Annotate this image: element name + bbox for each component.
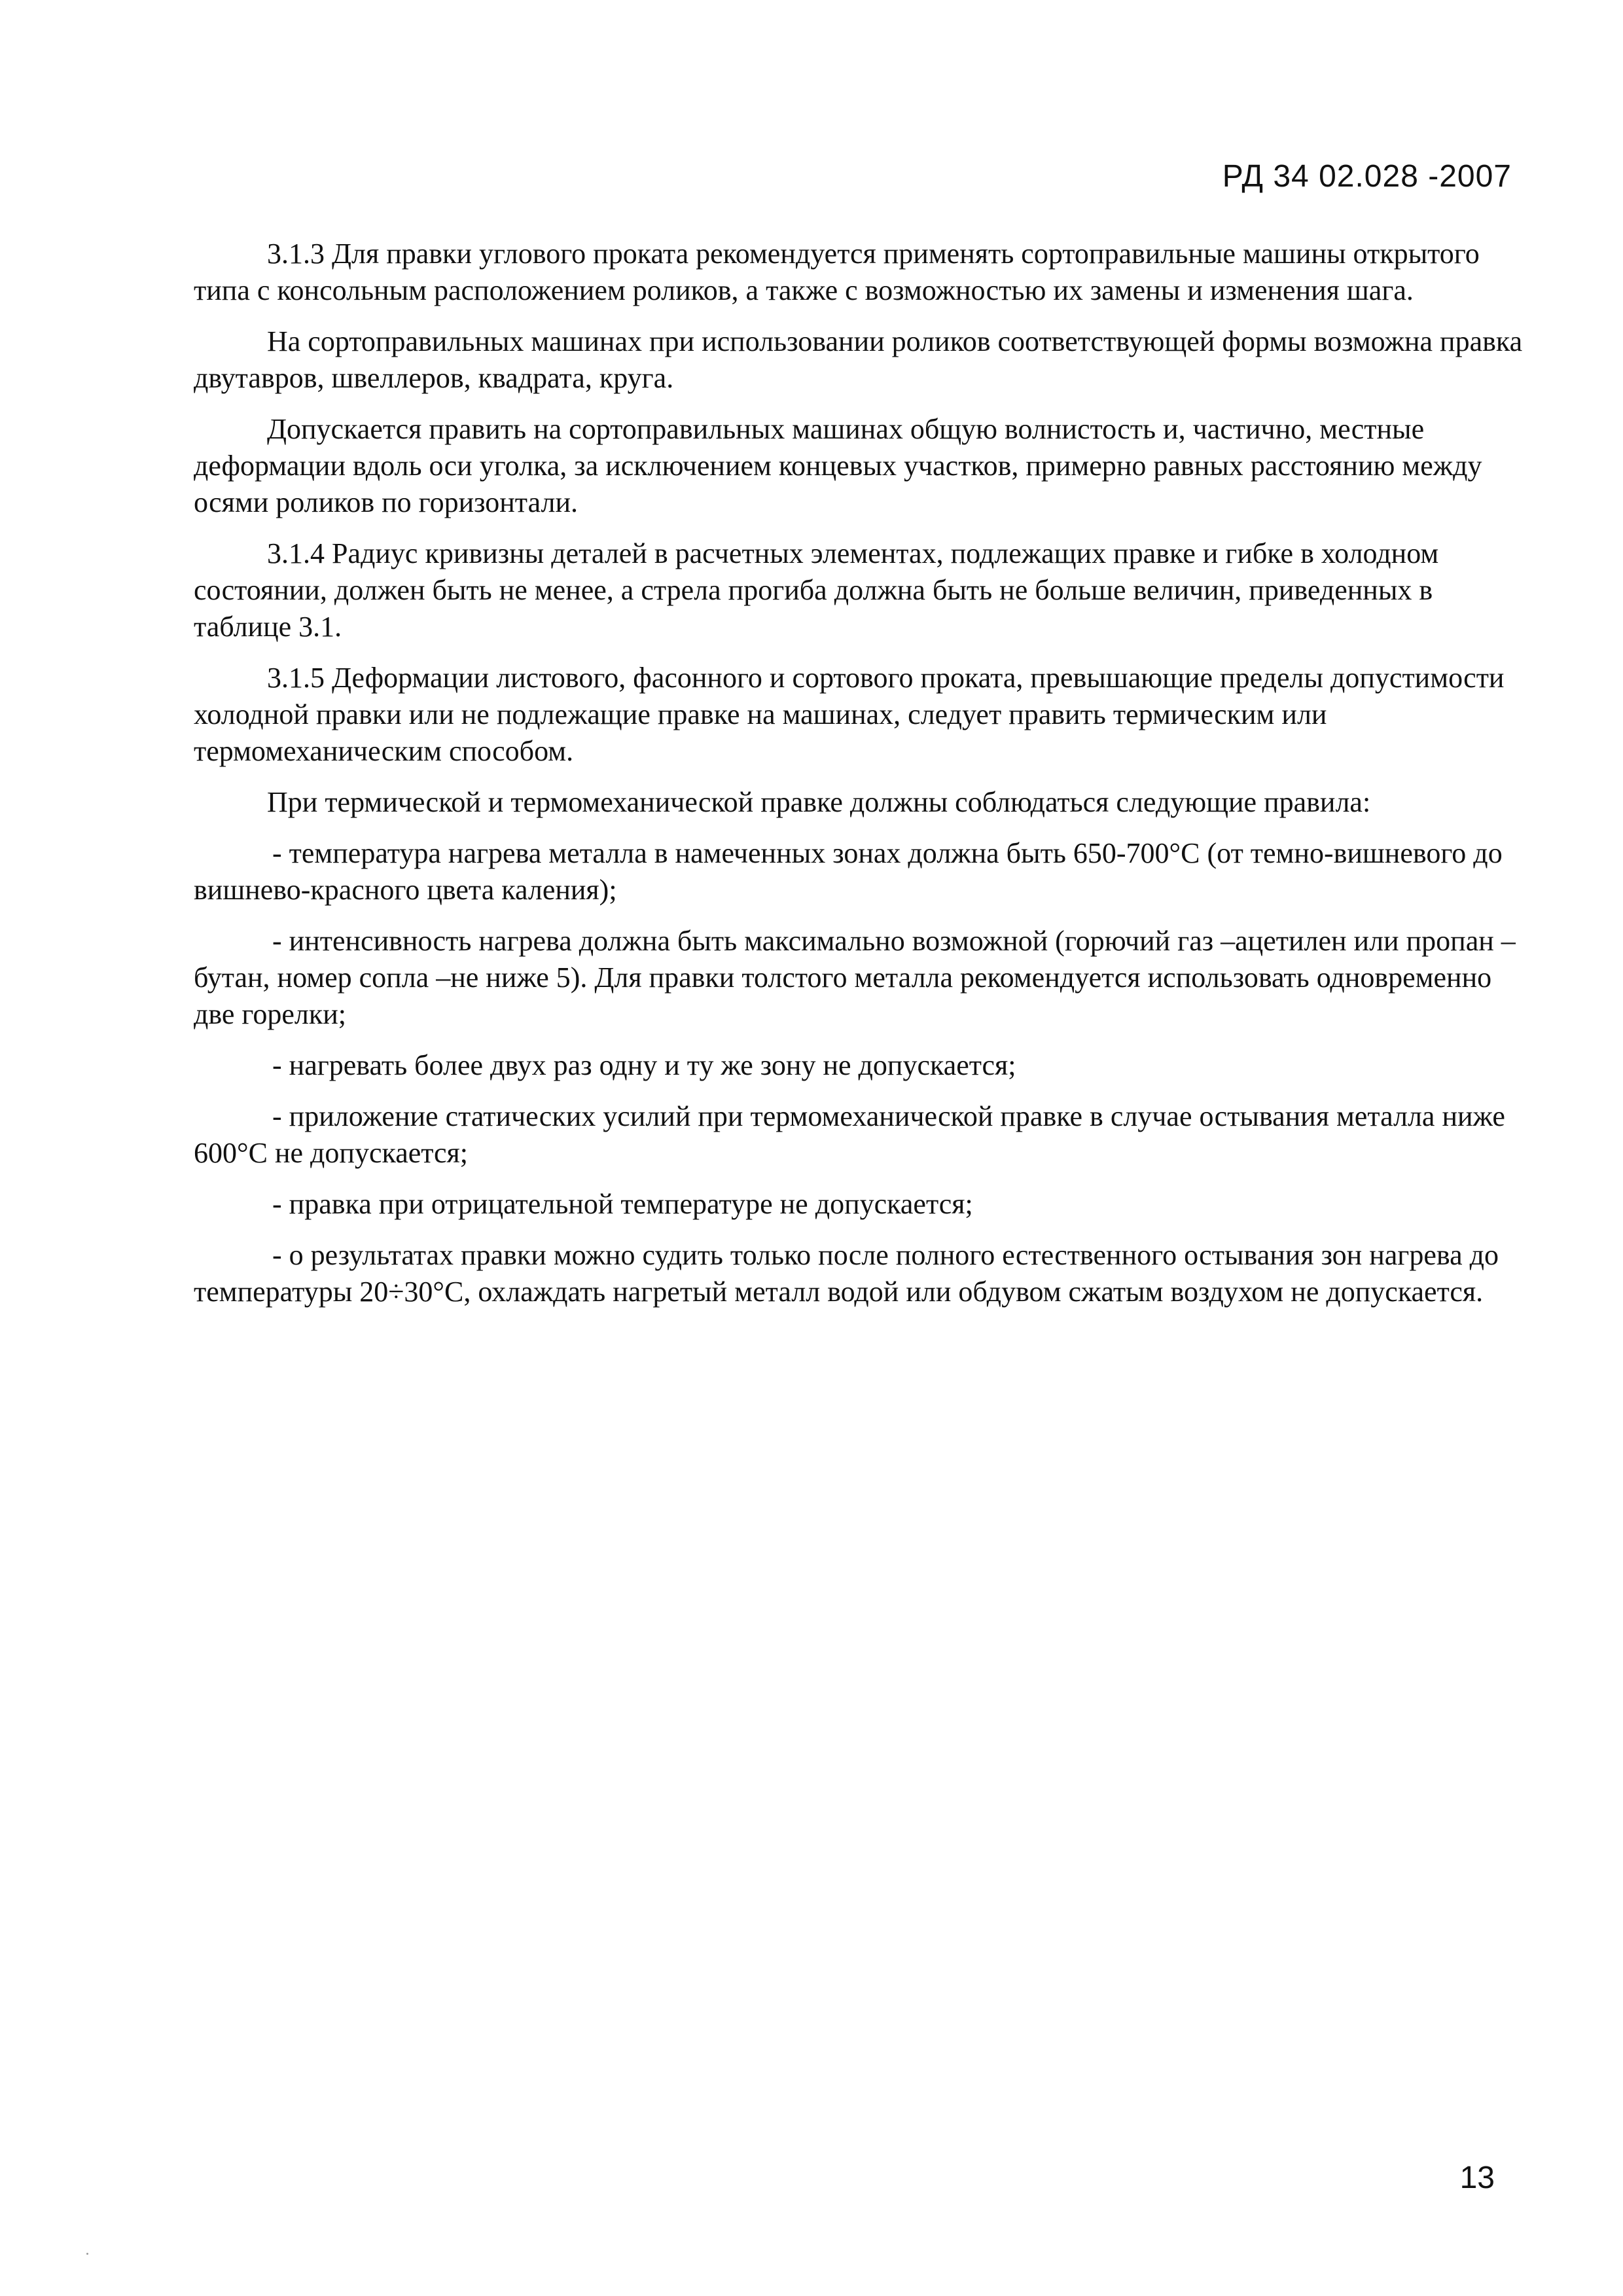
paragraph-allowed-corrections: Допускается править на сортоправильных машинах общую волнистость и, частично, местные деформации вдоль оси уголка, за исключением концевых участков, примерно равных расстоянию между осями роликов по горизонтали. xyxy=(194,413,1482,518)
rule-heating-intensity: - интенсивность нагрева должна быть максимально возможной (горючий газ –ацетилен или пропан –бутан, номер сопла –не ниже 5). Для правки толстого металла рекомендуется использовать одновременно две горелки; xyxy=(194,925,1516,1030)
paragraph-3-1-4: 3.1.4 Радиус кривизны деталей в расчетных элементах, подлежащих правке и гибке в холодном состоянии, должен быть не менее, а стрела прогиба должна быть не больше величин, приведенных в таблице 3.1. xyxy=(194,537,1439,643)
document-body xyxy=(194,236,1529,1325)
paragraph-straightening-machines: На сортоправильных машинах при использовании роликов соответствующей формы возможна правка двутавров, швеллеров, квадрата, круга. xyxy=(194,325,1523,394)
rule-negative-temperature: - правка при отрицательной температуре не допускается; xyxy=(272,1188,973,1220)
scan-speck xyxy=(86,2253,88,2255)
rule-repeat-heating: - нагревать более двух раз одну и ту же зону не допускается; xyxy=(272,1049,1016,1081)
paragraph-thermal-rules-intro: При термической и термомеханической правке должны соблюдаться следующие правила: xyxy=(267,786,1371,818)
rule-natural-cooling: - о результатах правки можно судить только после полного естественного остывания зон нагрева до температуры 20÷30°С, охлаждать нагретый металл водой или обдувом сжатым воздухом не допускается. xyxy=(194,1239,1499,1308)
document-code-header: РД 34 02.028 -2007 xyxy=(1222,159,1512,194)
paragraph-3-1-3: 3.1.3 Для правки углового проката рекомендуется применять сортоправильные машины открытого типа с консольным расположением роликов, а также с возможностью их замены и изменения шага. xyxy=(194,238,1480,306)
paragraph-3-1-5: 3.1.5 Деформации листового, фасонного и сортового проката, превышающие пределы допустимости холодной правки или не подлежащие правке на машинах, следует править термическим или термомеханическим способом. xyxy=(194,662,1505,767)
rule-static-loads: - приложение статических усилий при термомеханической правке в случае остывания металла ниже 600°С не допускается; xyxy=(194,1100,1505,1169)
rule-heating-temperature: - температура нагрева металла в намеченных зонах должна быть 650-700°С (от темно-вишневого до вишнево-красного цвета каления); xyxy=(194,837,1503,906)
page-number: 13 xyxy=(1459,2161,1495,2195)
